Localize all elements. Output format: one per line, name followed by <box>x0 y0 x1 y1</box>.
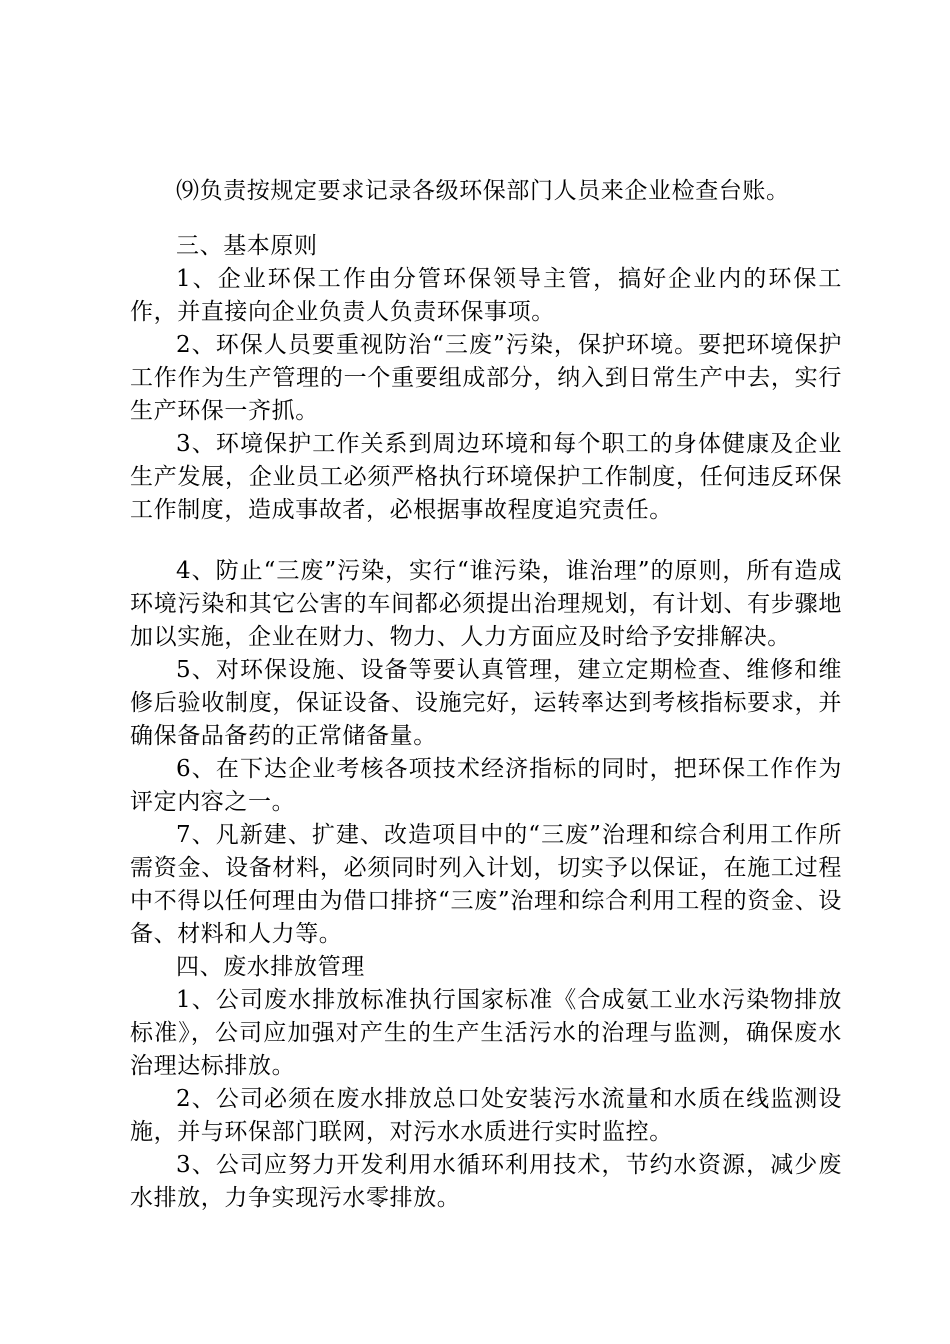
principle-2: 2、环保人员要重视防治“三废”污染，保护环境。要把环境保护工作作为生产管理的一个重要组成部分，纳入到日常生产中去，实行生产环保一齐抓。 <box>130 332 842 424</box>
principle-3: 3、环境保护工作关系到周边环境和每个职工的身体健康及企业生产发展，企业员工必须严格执行环境保护工作制度，任何违反环保工作制度，造成事故者，必根据事故程度追究责任。 <box>130 431 842 523</box>
section-heading-wastewater: 四、废水排放管理 <box>176 954 365 980</box>
principle-7: 7、凡新建、扩建、改造项目中的“三废”治理和综合利用工作所需资金、设备材料，必须同时列入计划，切实予以保证，在施工过程中不得以任何理由为借口排挤“三废”治理和综合利用工程的资金、设备、材料和人力等。 <box>130 822 842 947</box>
wastewater-rule-2: 2、公司必须在废水排放总口处安装污水流量和水质在线监测设施，并与环保部门联网，对污水水质进行实时监控。 <box>130 1086 842 1145</box>
principle-1: 1、企业环保工作由分管环保领导主管，搞好企业内的环保工作，并直接向企业负责人负责环保事项。 <box>130 266 842 325</box>
document-body <box>130 175 842 1215</box>
principle-4: 4、防止“三废”污染，实行“谁污染，谁治理”的原则，所有造成环境污染和其它公害的车间都必须提出治理规划，有计划、有步骤地加以实施，企业在财力、物力、人力方面应及时给予安排解决。 <box>130 558 842 650</box>
wastewater-rule-3: 3、公司应努力开发利用水循环利用技术，节约水资源，减少废水排放，力争实现污水零排放。 <box>130 1152 842 1211</box>
principle-6: 6、在下达企业考核各项技术经济指标的同时，把环保工作作为评定内容之一。 <box>130 756 842 815</box>
wastewater-rule-1: 1、公司废水排放标准执行国家标准《合成氨工业水污染物排放标准》，公司应加强对产生的生产生活污水的治理与监测，确保废水治理达标排放。 <box>130 987 842 1079</box>
principle-5: 5、对环保设施、设备等要认真管理，建立定期检查、维修和维修后验收制度，保证设备、设施完好，运转率达到考核指标要求，并确保备品备药的正常储备量。 <box>130 657 842 749</box>
paragraph-item-9: ⑼负责按规定要求记录各级环保部门人员来企业检查台账。 <box>176 178 790 204</box>
section-heading-basic-principles: 三、基本原则 <box>176 233 318 259</box>
